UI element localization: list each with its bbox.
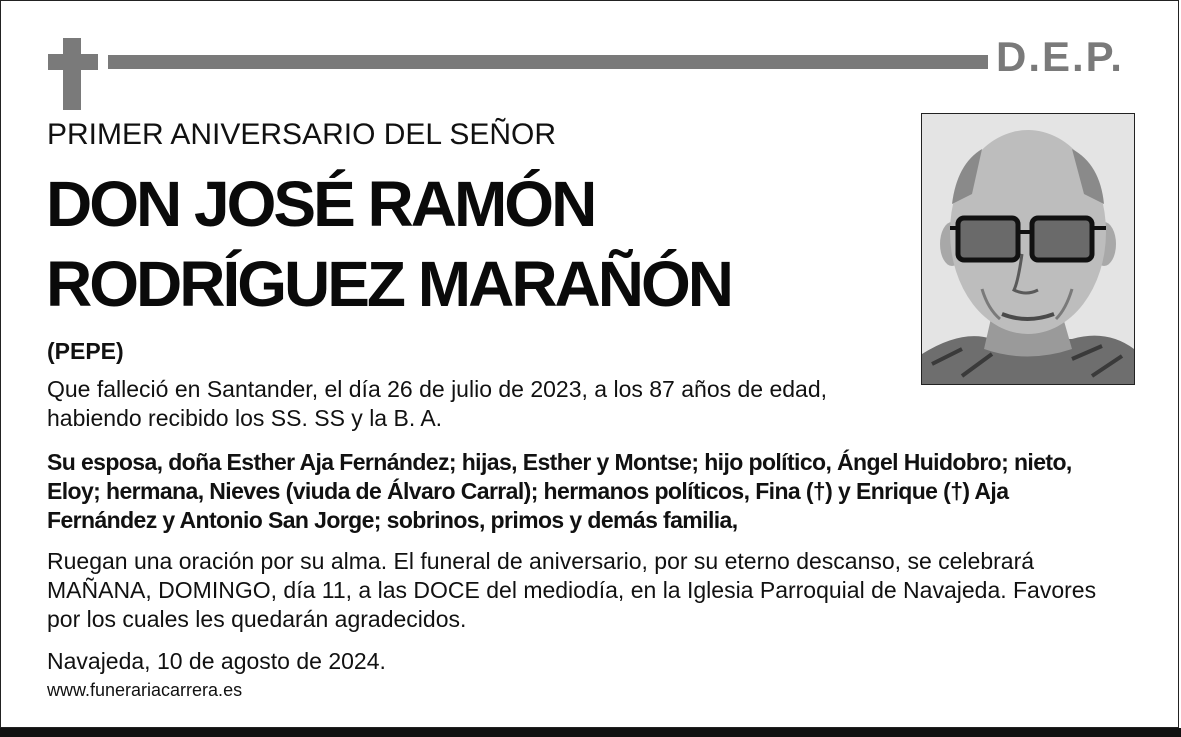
request-line: Ruegan una oración por su alma. El funeral de aniversario, por su eterno descanso, se celebrará: [47, 548, 1035, 574]
place-and-date: Navajeda, 10 de agosto de 2024.: [47, 648, 386, 674]
cross-icon: [48, 38, 98, 110]
family-line: Fernández y Antonio San Jorge; sobrinos, primos y demás familia,: [47, 507, 738, 533]
funeral-request-paragraph: [47, 547, 1147, 634]
family-line: Su esposa, doña Esther Aja Fernández; hijas, Esther y Montse; hijo político, Ángel Huidobro; nieto,: [47, 449, 1072, 475]
death-notice-line: habiendo recibido los SS. SS y la B. A.: [47, 405, 443, 431]
death-notice-paragraph: [47, 375, 907, 433]
request-line: MAÑANA, DOMINGO, día 11, a las DOCE del mediodía, en la Iglesia Parroquial de Navajeda. Favores: [47, 577, 1097, 603]
notice-subtitle: PRIMER ANIVERSARIO DEL SEÑOR: [47, 118, 557, 151]
bottom-rule: [0, 728, 1181, 737]
family-paragraph: [47, 448, 1147, 535]
deceased-name-line-2: RODRÍGUEZ MARAÑÓN: [46, 248, 731, 320]
nickname: (PEPE): [47, 338, 124, 364]
family-line: Eloy; hermana, Nieves (viuda de Álvaro Carral); hermanos políticos, Fina (†) y Enrique (†) Aja: [47, 478, 1009, 504]
deceased-name-line-1: DON JOSÉ RAMÓN: [46, 168, 595, 240]
request-line: por los cuales les quedarán agradecidos.: [47, 606, 467, 632]
dep-label: D.E.P.: [996, 33, 1124, 80]
header-rule: [108, 55, 988, 69]
death-notice-line: Que falleció en Santander, el día 26 de julio de 2023, a los 87 años de edad,: [47, 376, 828, 402]
portrait-photo: [921, 113, 1135, 385]
website-text: www.funerariacarrera.es: [47, 680, 243, 700]
